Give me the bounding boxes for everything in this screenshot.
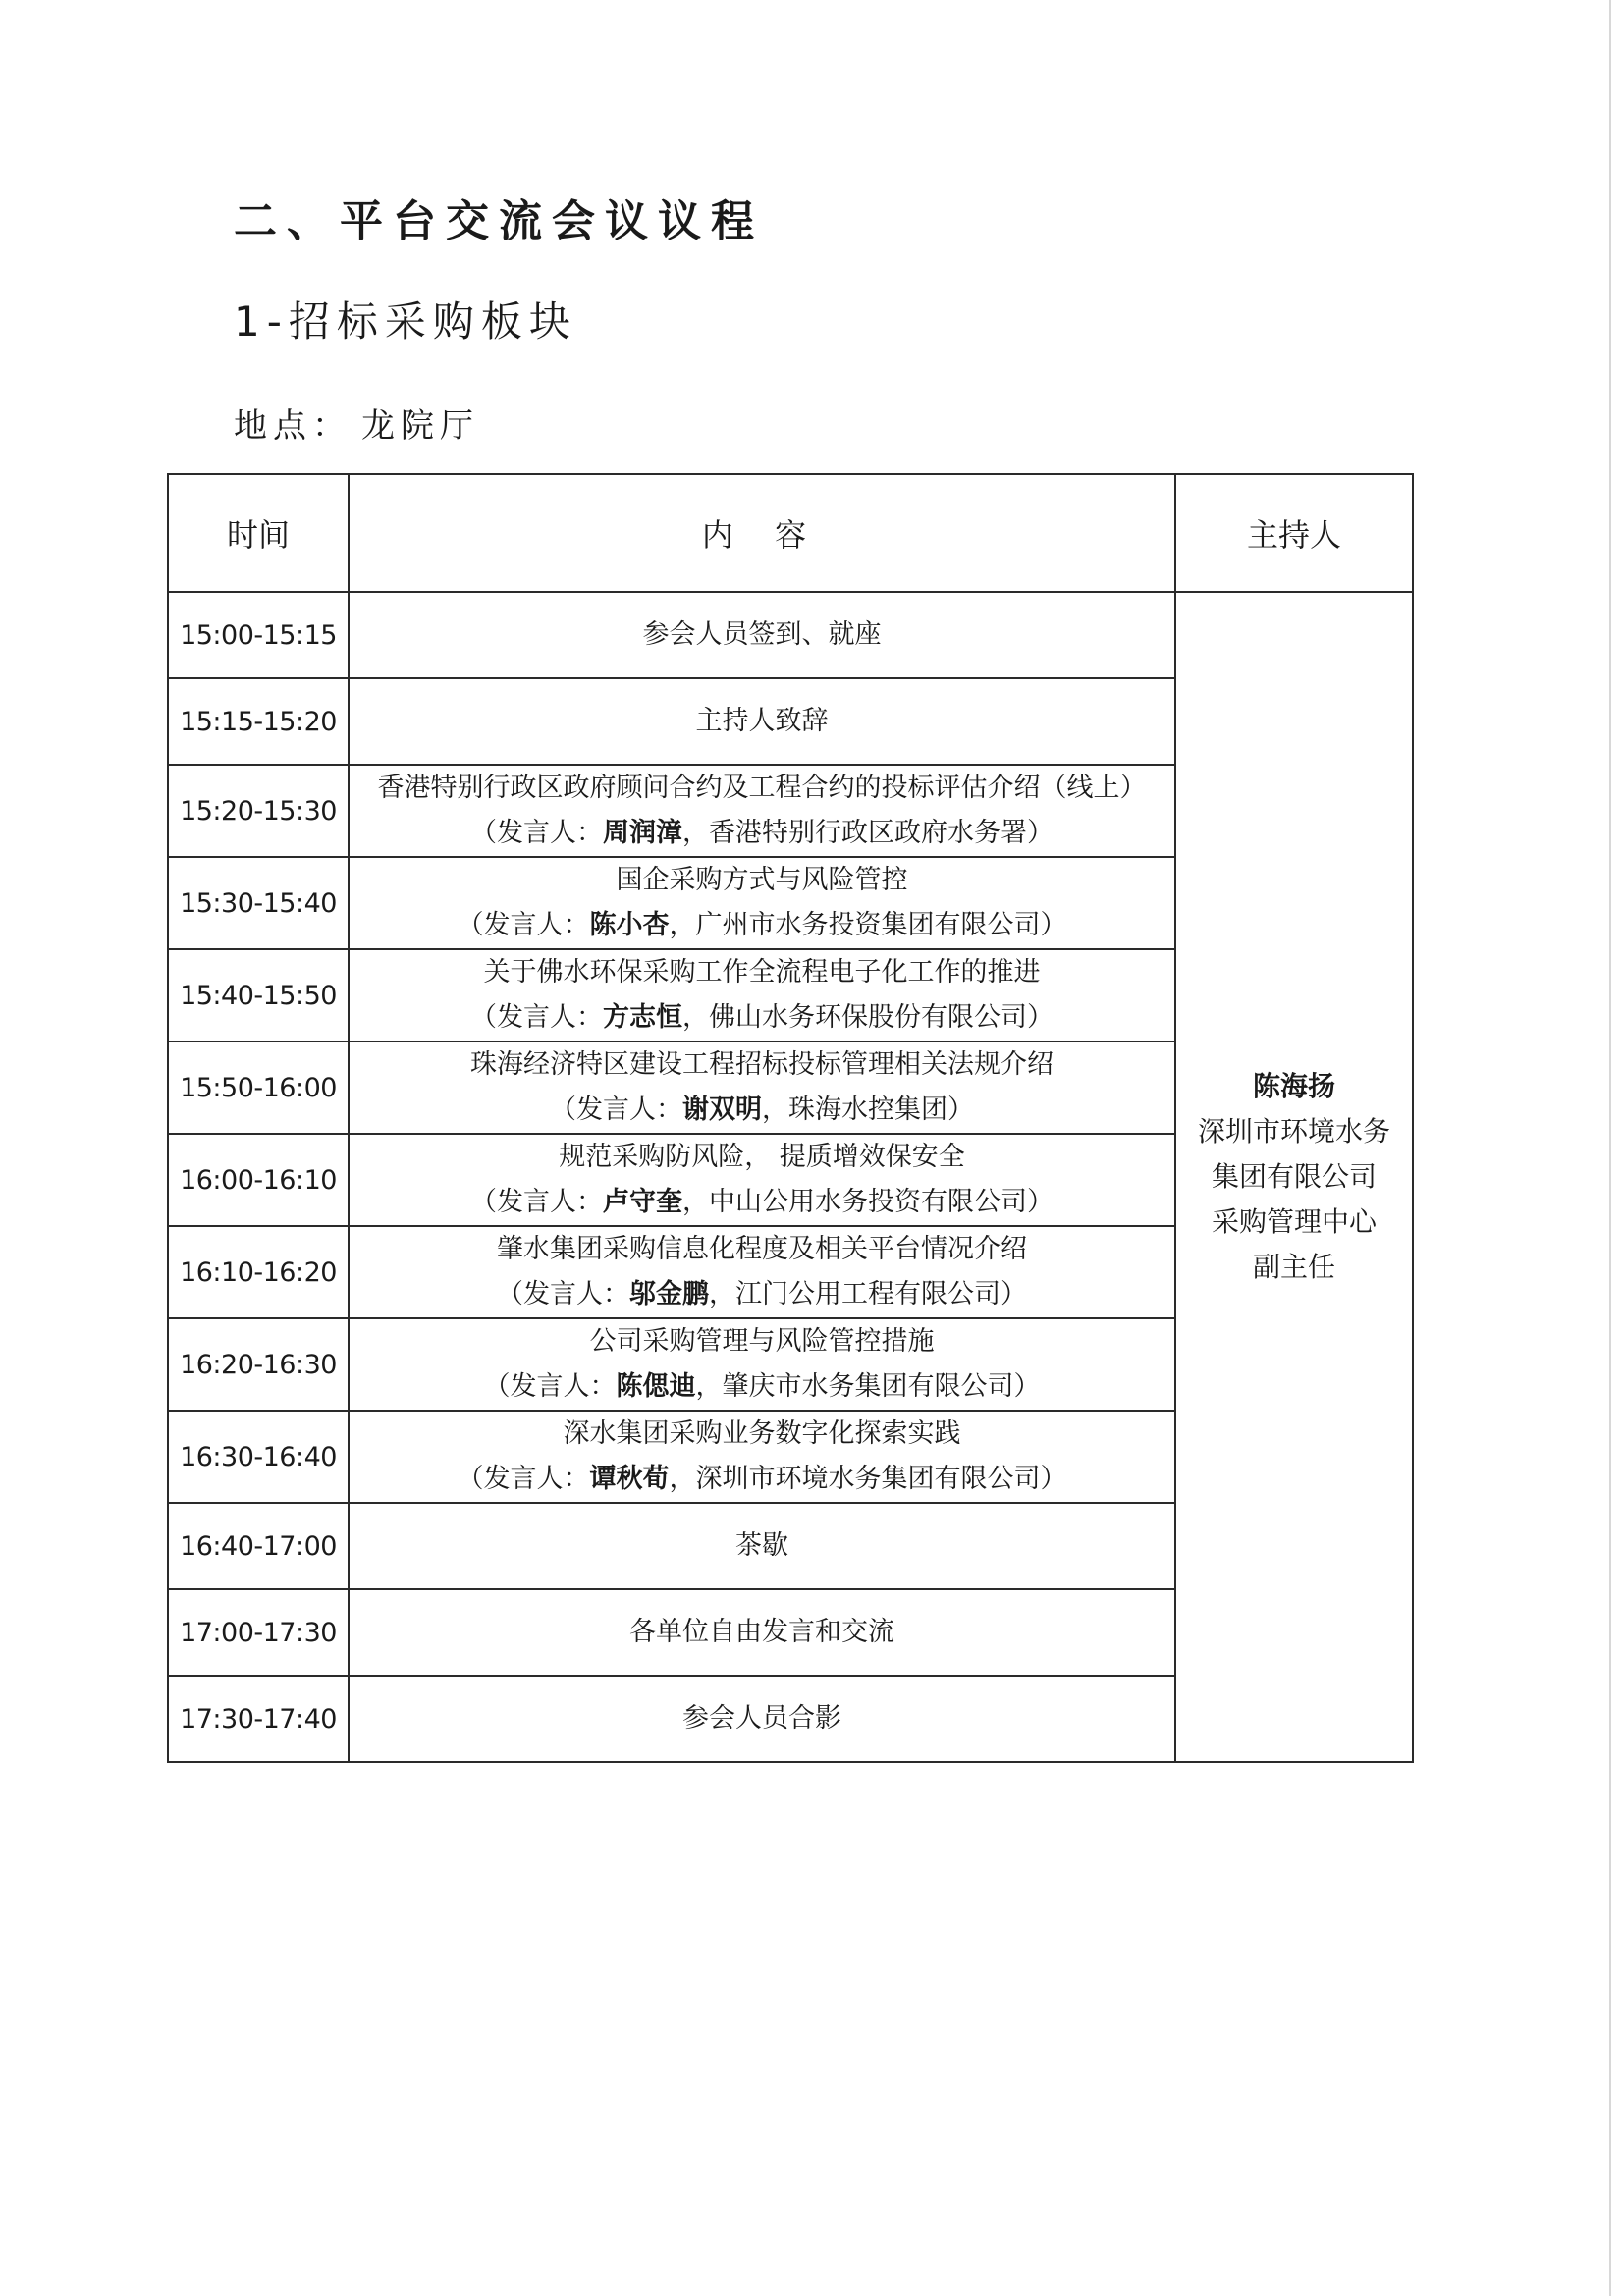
row-content <box>349 857 1175 949</box>
row-title: 规范采购防风险， 提质增效保安全 <box>559 1142 965 1172</box>
speaker-prefix: （发言人： <box>470 818 603 848</box>
row-time: 15:15-15:20 <box>168 678 349 765</box>
row-time: 15:00-15:15 <box>168 592 349 678</box>
row-title: 肇水集团采购信息化程度及相关平台情况介绍 <box>497 1234 1027 1264</box>
host-title: 副主任 <box>1252 1251 1335 1283</box>
header-time: 时间 <box>168 474 349 592</box>
speaker-name: 谢双明 <box>682 1095 762 1125</box>
location-line <box>234 402 479 450</box>
row-content <box>349 1226 1175 1318</box>
row-time: 17:00-17:30 <box>168 1589 349 1676</box>
row-content <box>349 592 1175 678</box>
row-title: 珠海经济特区建设工程招标投标管理相关法规介绍 <box>470 1049 1054 1080</box>
row-time: 16:30-16:40 <box>168 1411 349 1503</box>
row-title: 国企采购方式与风险管控 <box>616 865 908 895</box>
speaker-name: 谭秋荀 <box>589 1464 670 1494</box>
table-header-row <box>168 474 1413 592</box>
speaker-name: 陈小杏 <box>589 910 670 940</box>
agenda-table <box>167 473 1414 1763</box>
speaker-name: 周润漳 <box>603 818 682 848</box>
row-content <box>349 949 1175 1041</box>
location-value: 龙院厅 <box>361 406 479 446</box>
row-speaker-line <box>350 811 1174 856</box>
speaker-name: 方志恒 <box>603 1002 682 1033</box>
row-time: 15:30-15:40 <box>168 857 349 949</box>
row-title: 茶歇 <box>735 1530 788 1561</box>
row-title: 参会人员合影 <box>682 1703 841 1734</box>
row-speaker-line <box>350 903 1174 948</box>
speaker-prefix: （发言人： <box>457 1464 590 1494</box>
row-speaker-line <box>350 1272 1174 1317</box>
row-content <box>349 678 1175 765</box>
row-title: 参会人员签到、就座 <box>642 619 882 650</box>
speaker-org: ，广州市水务投资集团有限公司） <box>669 910 1067 940</box>
host-org-line: 集团有限公司 <box>1211 1160 1377 1193</box>
row-title: 深水集团采购业务数字化探索实践 <box>563 1418 961 1449</box>
speaker-name: 邬金鹏 <box>629 1279 709 1309</box>
speaker-org: ，深圳市环境水务集团有限公司） <box>669 1464 1067 1494</box>
speaker-prefix: （发言人： <box>483 1371 617 1402</box>
row-title: 公司采购管理与风险管控措施 <box>589 1326 935 1357</box>
speaker-prefix: （发言人： <box>470 1187 603 1217</box>
speaker-prefix: （发言人： <box>497 1279 629 1309</box>
location-label: 地点： <box>234 406 352 446</box>
speaker-prefix: （发言人： <box>550 1095 682 1125</box>
row-speaker-line <box>350 1457 1174 1502</box>
row-speaker-line <box>350 1180 1174 1225</box>
row-time: 16:20-16:30 <box>168 1318 349 1411</box>
speaker-prefix: （发言人： <box>457 910 590 940</box>
host-name: 陈海扬 <box>1252 1070 1335 1102</box>
section-heading: 二、平台交流会议议程 <box>234 196 764 246</box>
row-speaker-line <box>350 995 1174 1041</box>
row-title: 各单位自由发言和交流 <box>629 1617 894 1647</box>
row-title: 关于佛水环保采购工作全流程电子化工作的推进 <box>483 957 1041 988</box>
table-row <box>168 592 1413 678</box>
row-content <box>349 1589 1175 1676</box>
row-content <box>349 1318 1175 1411</box>
header-host: 主持人 <box>1175 474 1413 592</box>
host-org-line: 深圳市环境水务 <box>1197 1115 1390 1148</box>
scan-edge-line <box>1609 0 1611 2296</box>
speaker-prefix: （发言人： <box>470 1002 603 1033</box>
row-content <box>349 1676 1175 1762</box>
row-title: 主持人致辞 <box>695 706 829 736</box>
row-speaker-line <box>350 1088 1174 1133</box>
row-content <box>349 1041 1175 1134</box>
host-cell <box>1175 592 1413 1762</box>
row-time: 16:40-17:00 <box>168 1503 349 1589</box>
header-content: 内 容 <box>349 474 1175 592</box>
speaker-org: ，江门公用工程有限公司） <box>709 1279 1027 1309</box>
speaker-name: 卢守奎 <box>603 1187 682 1217</box>
speaker-org: ，佛山水务环保股份有限公司） <box>682 1002 1054 1033</box>
speaker-org: ，肇庆市水务集团有限公司） <box>695 1371 1041 1402</box>
subsection-heading: 1-招标采购板块 <box>234 297 577 346</box>
row-time: 16:00-16:10 <box>168 1134 349 1226</box>
row-time: 15:50-16:00 <box>168 1041 349 1134</box>
row-time: 15:40-15:50 <box>168 949 349 1041</box>
row-content <box>349 1411 1175 1503</box>
row-time: 17:30-17:40 <box>168 1676 349 1762</box>
row-content <box>349 1503 1175 1589</box>
speaker-org: ，中山公用水务投资有限公司） <box>682 1187 1054 1217</box>
speaker-org: ，香港特别行政区政府水务署） <box>682 818 1054 848</box>
row-time: 16:10-16:20 <box>168 1226 349 1318</box>
row-time: 15:20-15:30 <box>168 765 349 857</box>
host-org-line: 采购管理中心 <box>1211 1205 1377 1238</box>
row-speaker-line <box>350 1364 1174 1410</box>
row-content <box>349 1134 1175 1226</box>
row-title: 香港特别行政区政府顾问合约及工程合约的投标评估介绍（线上） <box>377 773 1147 803</box>
row-content <box>349 765 1175 857</box>
speaker-name: 陈偲迪 <box>616 1371 696 1402</box>
speaker-org: ，珠海水控集团） <box>762 1095 974 1125</box>
